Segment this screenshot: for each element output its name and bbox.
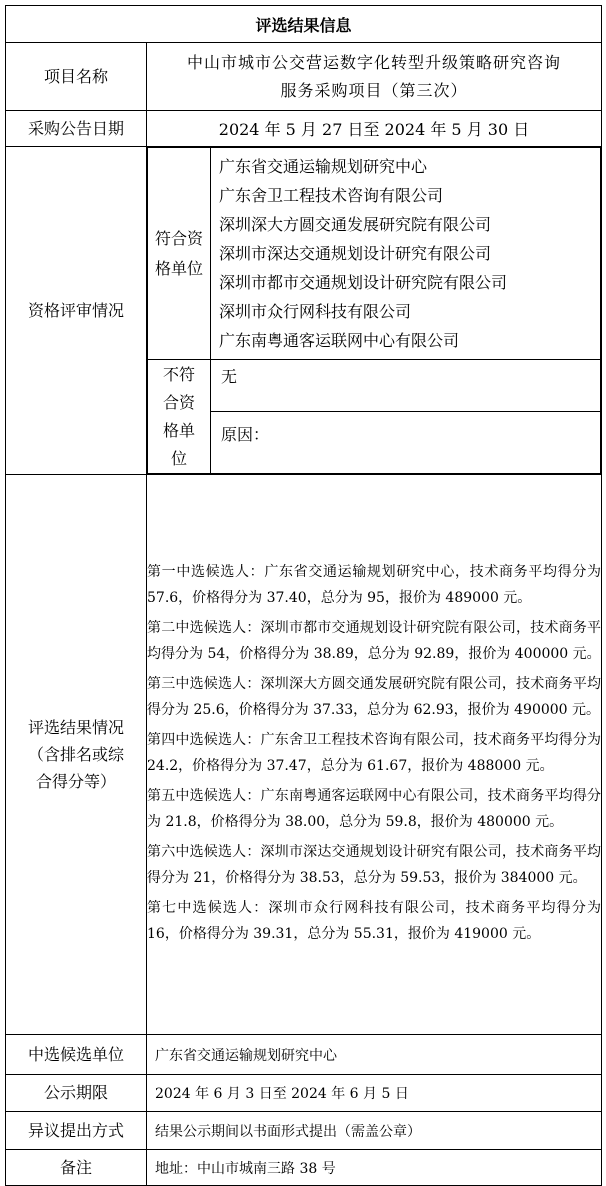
qualified-item: 广东省交通运输规划研究中心 [219,157,428,176]
result-item: 第三中选候选人：深圳深大方圆交通发展研究院有限公司，技术商务平均得分为 25.6，价格得分为 37.33，总分为 62.93，报价为 490000 元。 [147,675,602,718]
unqualified-reason: 原因： [221,425,270,444]
unqualified-label [148,360,211,474]
project-name-label: 项目名称 [6,43,147,111]
results-label [6,475,147,1035]
remark-label: 备注 [6,1150,147,1186]
results-table [5,5,602,1186]
objection-value: 结果公示期间以书面形式提出（需盖公章） [147,1112,602,1150]
results-label-line1: 评选结果情况 [27,718,124,737]
qualification-label: 资格评审情况 [6,147,147,475]
publicity-label: 公示期限 [6,1075,147,1112]
qualified-item: 深圳市都市交通规划设计研究院有限公司 [219,273,508,292]
project-name-line1: 中山市城市公交营运数字化转型升级策略研究咨询 [187,52,562,72]
qualified-item: 深圳深大方圆交通发展研究院有限公司 [219,215,492,234]
result-item: 第七中选候选人：深圳市众行网科技有限公司，技术商务平均得分为 16，价格得分为 39.31，总分为 55.31，报价为 419000 元。 [147,899,602,942]
qualification-cell [147,147,602,475]
qualified-list [211,148,601,360]
results-list [147,475,602,1035]
project-name-line2: 服务采购项目（第三次） [280,80,468,100]
results-label-line2: （含排名或综 [27,745,124,764]
result-item: 第四中选候选人：广东舍卫工程技术咨询有限公司，技术商务平均得分为 24.2，价格得分为 37.47，总分为 61.67，报价为 488000 元。 [147,731,602,774]
announce-date-value: 2024 年 5 月 27 日至 2024 年 5 月 30 日 [147,111,602,147]
qualified-item: 深圳市深达交通规划设计研究有限公司 [219,244,492,263]
result-item: 第五中选候选人：广东南粤通客运联网中心有限公司，技术商务平均得分为 21.8，价格得分为 38.00，总分为 59.8，报价为 480000 元。 [147,787,602,830]
qualified-item: 广东南粤通客运联网中心有限公司 [219,331,460,350]
result-item: 第一中选候选人：广东省交通运输规划研究中心，技术商务平均得分为 57.6，价格得分为 37.40，总分为 95，报价为 489000 元。 [147,563,602,606]
unqualified-value: 无 [211,360,600,412]
project-name-value [147,43,602,111]
announce-date-label: 采购公告日期 [6,111,147,147]
results-label-line3: 合得分等） [35,772,116,791]
qualified-item: 广东舍卫工程技术咨询有限公司 [219,186,444,205]
winner-label: 中选候选单位 [6,1035,147,1075]
objection-label: 异议提出方式 [6,1112,147,1150]
qualified-label [148,148,211,360]
result-item: 第二中选候选人：深圳市都市交通规划设计研究院有限公司，技术商务平均得分为 54，价格得分为 38.89，总分为 92.89，报价为 400000 元。 [147,619,602,662]
unqualified-label-text: 不符合资格单位 [162,364,195,468]
publicity-value: 2024 年 6 月 3 日至 2024 年 6 月 5 日 [147,1075,602,1112]
table-title: 评选结果信息 [6,6,602,43]
qualified-label-text: 符合资格单位 [154,228,203,278]
unqualified-cell [211,360,601,474]
result-item: 第六中选候选人：深圳市深达交通规划设计研究有限公司，技术商务平均得分为 21，价格得分为 38.53，总分为 59.53，报价为 384000 元。 [147,843,602,886]
qualified-item: 深圳市众行网科技有限公司 [219,302,412,321]
qualification-inner-table [147,147,601,474]
remark-value: 地址：中山市城南三路 38 号 [147,1150,602,1186]
winner-value: 广东省交通运输规划研究中心 [147,1035,602,1075]
